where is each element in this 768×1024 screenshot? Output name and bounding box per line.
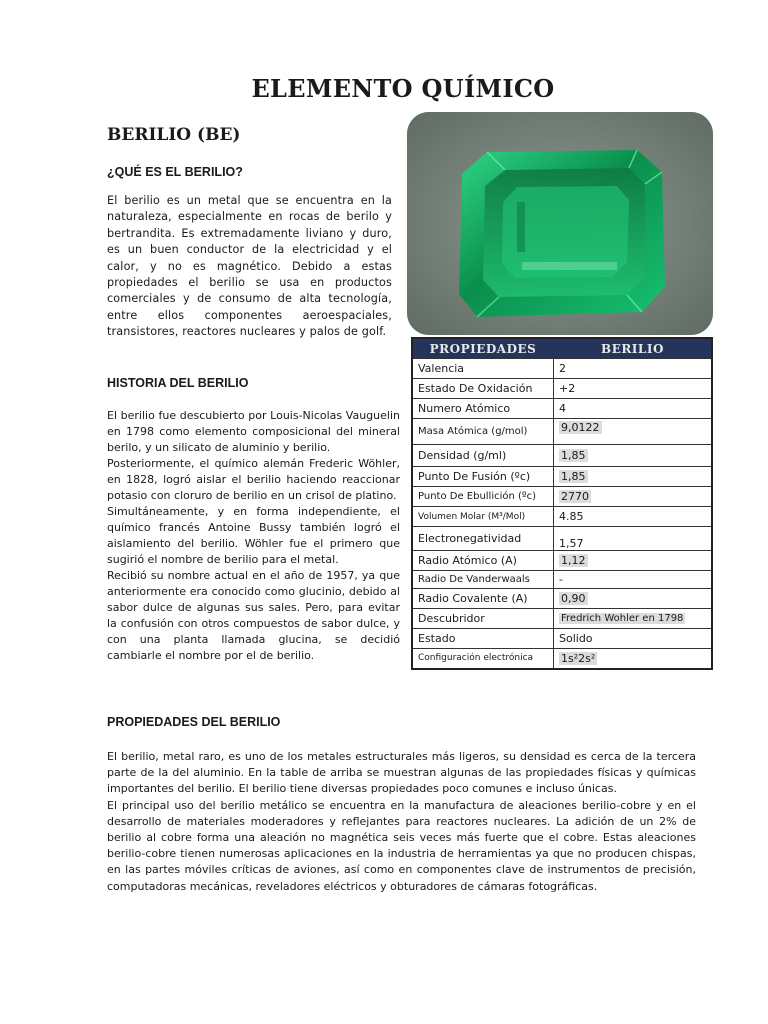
table-cell-property: Estado [412, 629, 554, 649]
table-cell-value: - [554, 571, 713, 589]
table-cell-property: Volumen Molar (M³/Mol) [412, 507, 554, 527]
historia-paragraph: El berilio fue descubierto por Louis-Nicolas Vauguelin en 1798 como elemento composicional del mineral berilo, y un silicato de aluminio y berilio. [107, 409, 400, 454]
section-heading-propiedades: PROPIEDADES DEL BERILIO [107, 715, 281, 729]
table-cell-property: Numero Atómico [412, 399, 554, 419]
table-cell-value: Solido [554, 629, 713, 649]
section-heading-historia: HISTORIA DEL BERILIO [107, 376, 249, 390]
table-row [412, 379, 712, 399]
table-cell-property: Radio Covalente (A) [412, 589, 554, 609]
table-cell-value: 1,85 [554, 445, 713, 467]
table-row [412, 609, 712, 629]
table-row [412, 589, 712, 609]
historia-paragraph: Posteriormente, el químico alemán Frederic Wöhler, en 1828, logró aislar el berilio haciendo reaccionar potasio con cloruro de berilio en un crisol de platino. [107, 457, 400, 502]
table-cell-value: 2770 [554, 487, 713, 507]
table-cell-value: 1,12 [554, 551, 713, 571]
table-cell-value: 2 [554, 359, 713, 379]
table-header-row [412, 338, 712, 359]
table-row [412, 527, 712, 551]
historia-paragraph: Recibió su nombre actual en el año de 1957, ya que anteriormente era conocido como glucinio, debido al sabor dulce de algunas sus sales. Pero, para evitar la confusión con otros compuestos de sabor dulce, y con una planta llamada glucina, se decidió cambiarle el nombre por el de berilio. [107, 569, 400, 662]
table-cell-property: Radio Atómico (A) [412, 551, 554, 571]
propiedades-paragraph: El berilio, metal raro, es uno de los metales estructurales más ligeros, su densidad es cerca de la tercera parte de la del aluminio. En la table de arriba se muestran algunas de las propiedades físicas y químicas importantes del berilio. El berilio tiene diversas propiedades poco comunes e incluso únicas. [107, 750, 696, 796]
table-cell-property: Descubridor [412, 609, 554, 629]
table-cell-property: Estado De Oxidación [412, 379, 554, 399]
table-cell-value: 4 [554, 399, 713, 419]
section-heading-que-es: ¿QUÉ ES EL BERILIO? [107, 165, 243, 179]
emerald-gem-photo [407, 112, 713, 335]
table-row [412, 359, 712, 379]
table-cell-property: Punto De Fusión (ºc) [412, 467, 554, 487]
document-title: ELEMENTO QUÍMICO [251, 74, 555, 103]
historia-paragraph: Simultáneamente, y en forma independiente, el químico francés Antoine Bussy también logró el aislamiento del berilio. Wöhler fue el primero que sugirió el nombre de berilio para el metal. [107, 505, 400, 566]
emerald-gem-icon [407, 112, 713, 335]
table-cell-property: Masa Atómica (g/mol) [412, 419, 554, 445]
table-row [412, 507, 712, 527]
table-cell-value: 1,85 [554, 467, 713, 487]
table-row [412, 551, 712, 571]
table-cell-value: 9,0122 [554, 419, 713, 445]
table-row [412, 399, 712, 419]
table-cell-property: Valencia [412, 359, 554, 379]
properties-table [411, 337, 713, 670]
table-header-propiedades: PROPIEDADES [412, 338, 554, 359]
table-cell-value: 0,90 [554, 589, 713, 609]
table-cell-value: +2 [554, 379, 713, 399]
propiedades-paragraph: El principal uso del berilio metálico se encuentra en la manufactura de aleaciones berilio-cobre y en el desarrollo de materiales moderadores y reflejantes para reactores nucleares. La adición de un 2% de berilio al cobre forma una aleación no magnética seis veces más fuerte que el cobre. Estas aleaciones berilio-cobre tienen numerosas aplicaciones en la industria de herramientas ya que no producen chispas, en las partes móviles críticas de aviones, así como en componentes clave de instrumentos de precisión, computadoras mecánicas, reveladores eléctricos y obturadores de cámaras fotográficas. [107, 798, 696, 893]
table-cell-value: 4.85 [554, 507, 713, 527]
table-row [412, 629, 712, 649]
table-row [412, 445, 712, 467]
table-cell-property: Densidad (g/ml) [412, 445, 554, 467]
propiedades-text [107, 749, 696, 895]
table-cell-property: Punto De Ebullición (ºc) [412, 487, 554, 507]
table-row [412, 649, 712, 669]
table-cell-value: Fredrich Wohler en 1798 [554, 609, 713, 629]
historia-text [107, 408, 400, 664]
que-es-paragraph: El berilio es un metal que se encuentra en la naturaleza, especialmente en rocas de berilo y bertrandita. Es extremadamente liviano y duro, es un buen conductor de la electricidad y el calor, y no es magnético. Debido a estas propiedades el berilio se usa en productos comerciales y de consumo de alta tecnología, entre ellos componentes aeroespaciales, transistores, reactores nucleares y palos de golf. [107, 194, 392, 339]
table-cell-value: 1,57 [554, 527, 713, 551]
table-row [412, 467, 712, 487]
table-row [412, 419, 712, 445]
table-cell-property: Radio De Vanderwaals [412, 571, 554, 589]
document-subtitle: BERILIO (BE) [107, 125, 241, 145]
table-cell-property: Electronegatividad [412, 527, 554, 551]
table-row [412, 487, 712, 507]
table-cell-property: Configuración electrónica [412, 649, 554, 669]
table-row [412, 571, 712, 589]
table-header-berilio: BERILIO [554, 338, 713, 359]
table-cell-value: 1s²2s² [554, 649, 713, 669]
